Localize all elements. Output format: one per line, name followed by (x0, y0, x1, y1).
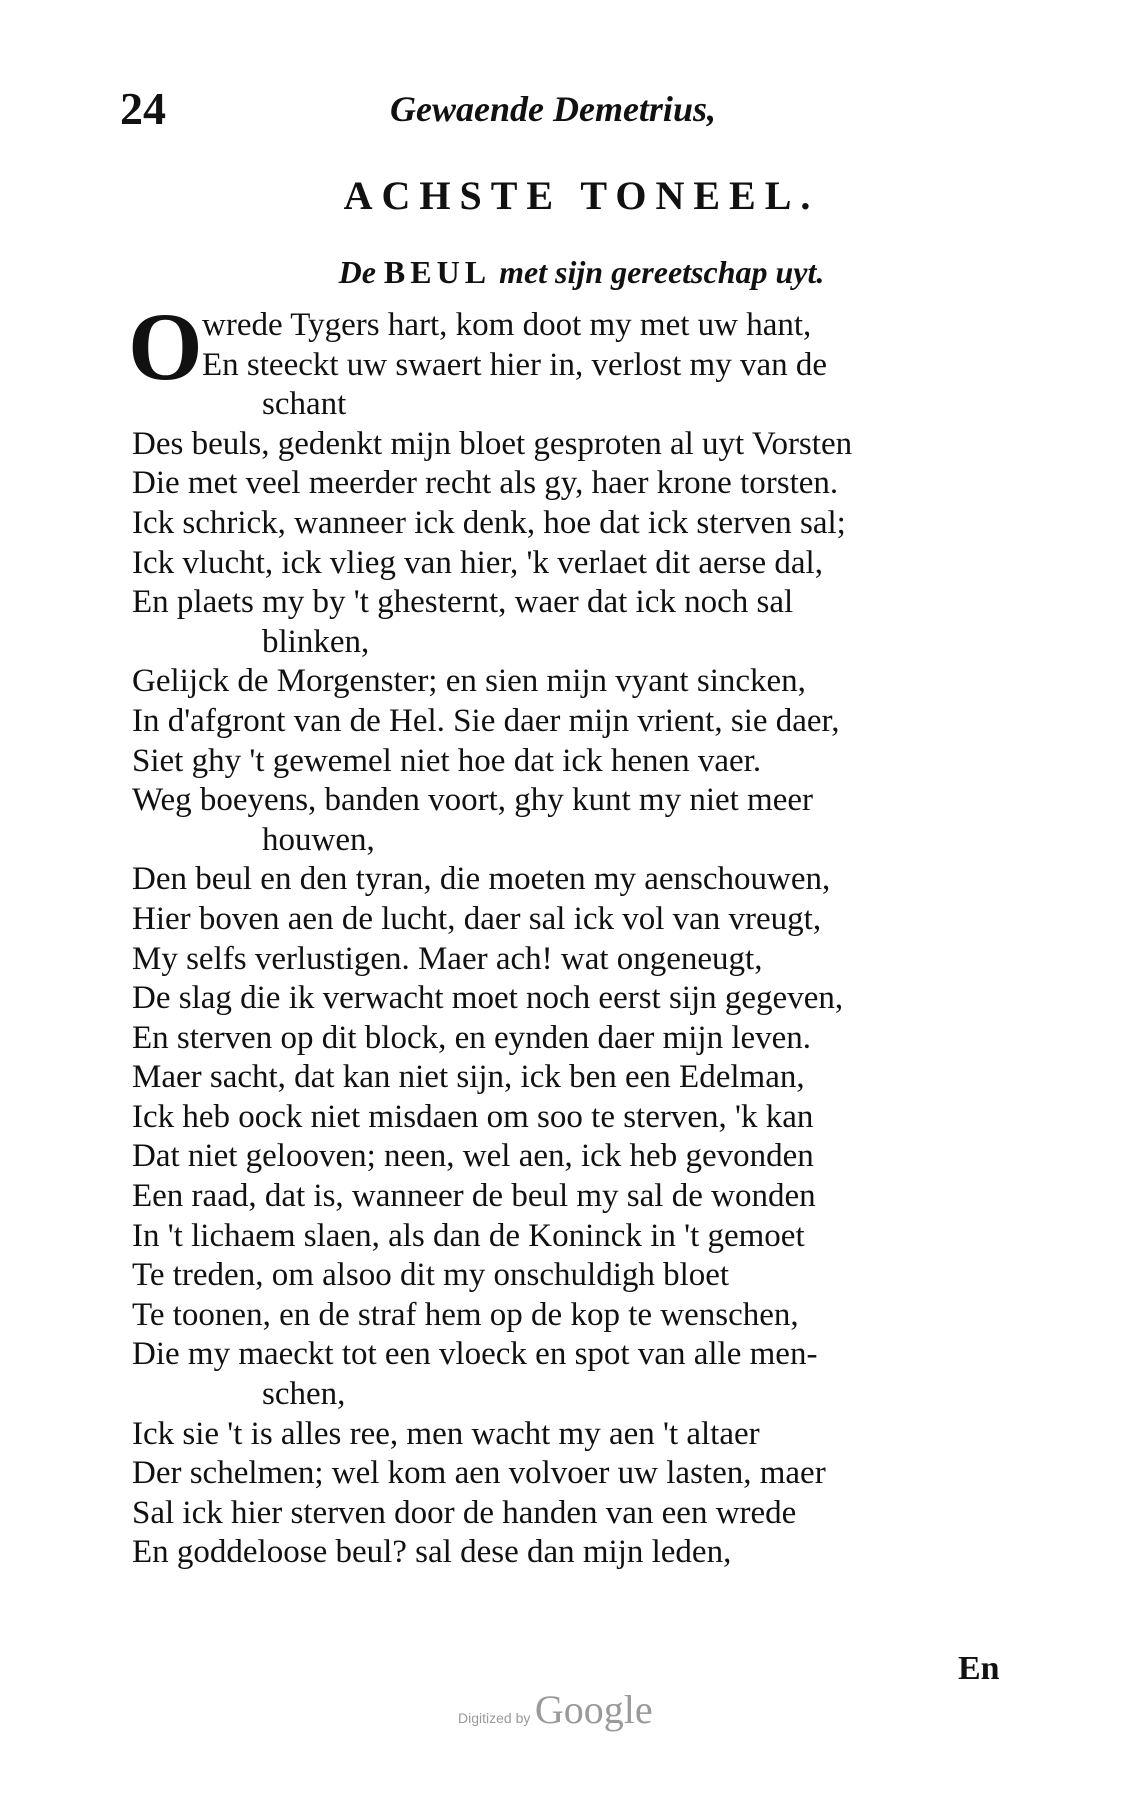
verse-line: Te toonen, en de straf hem op de kop te wenschen, (132, 1296, 799, 1333)
scene-title: ACHSTE TONEEL. (343, 173, 820, 218)
stage-direction-pre: De (338, 254, 376, 290)
verse-line: Ick schrick, wanneer ick denk, hoe dat ick sterven sal; (132, 504, 846, 541)
verse-line: En steeckt uw swaert hier in, verlost my van de (202, 346, 827, 383)
running-head (120, 82, 1020, 132)
verse-line: Die met veel meerder recht als gy, haer krone torsten. (132, 465, 839, 502)
verse-block (128, 293, 1032, 1573)
watermark-google-logo: Google (534, 1687, 653, 1732)
verse-line: Der schelmen; wel kom aen volvoer uw lasten, maer (132, 1455, 826, 1492)
verse-line-continuation: schant (262, 386, 347, 423)
verse-line: Gelijck de Morgenster; en sien mijn vyant sincken, (132, 663, 806, 700)
verse-line: Ick vlucht, ick vlieg van hier, 'k verlaet dit aerse dal, (132, 544, 823, 581)
verse-line: Een raad, dat is, wanneer de beul my sal de wonden (132, 1178, 816, 1215)
verse-line: Den beul en den tyran, die moeten my aenschouwen, (132, 861, 831, 898)
digitized-watermark (458, 1686, 653, 1733)
watermark-digitized-by: Digitized by (458, 1710, 531, 1726)
verse-line: Dat niet gelooven; neen, wel aen, ick heb gevonden (132, 1138, 814, 1175)
verse-line: Siet ghy 't gewemel niet hoe dat ick henen vaer. (132, 742, 762, 779)
verse-line: Ick heb oock niet misdaen om soo te sterven, 'k kan (132, 1098, 814, 1135)
verse-line-continuation: schen, (262, 1376, 346, 1413)
verse-line: In 't lichaem slaen, als dan de Koninck in 't gemoet (132, 1217, 805, 1254)
catchword: En (958, 1650, 1000, 1687)
verse-line-continuation: blinken, (262, 623, 370, 660)
verse-line: My selfs verlustigen. Maer ach! wat ongeneugt, (132, 940, 763, 977)
verse-line: Te treden, om alsoo dit my onschuldigh bloet (132, 1257, 730, 1294)
running-title: Gewaende Demetrius, (390, 89, 716, 129)
verse-line: Sal ick hier sterven door de handen van een wrede (132, 1494, 797, 1531)
verse-line: Hier boven aen de lucht, daer sal ick vol van vreugt, (132, 900, 822, 937)
verse-line-continuation: houwen, (262, 821, 375, 858)
page-number: 24 (120, 83, 166, 134)
verse-line: Des beuls, gedenkt mijn bloet gesproten al uyt Vorsten (132, 425, 853, 462)
stage-direction (0, 254, 1133, 291)
verse-line: De slag die ik verwacht moet noch eerst sijn gegeven, (132, 980, 844, 1017)
verse-line: wrede Tygers hart, kom doot my met uw hant, (202, 307, 812, 343)
verse-line: En sterven op dit block, en eynden daer mijn leven. (132, 1019, 812, 1056)
stage-direction-post: met sijn gereetschap uyt. (499, 254, 825, 290)
verse-line: Die my maeckt tot een vloeck en spot van alle men- (132, 1336, 818, 1373)
verse-line: Weg boeyens, banden voort, ghy kunt my niet meer (132, 782, 814, 819)
verse-line: En plaets my by 't ghesternt, waer dat ick noch sal (132, 584, 794, 621)
verse-line: En goddeloose beul? sal dese dan mijn leden, (132, 1534, 732, 1571)
verse-line: Ick sie 't is alles ree, men wacht my aen 't altaer (132, 1415, 760, 1452)
verse-line: In d'afgront van de Hel. Sie daer mijn vrient, sie daer, (132, 702, 840, 739)
drop-cap: O (128, 293, 203, 400)
verse-line: Maer sacht, dat kan niet sijn, ick ben een Edelman, (132, 1059, 805, 1096)
character-name: BEUL (383, 254, 492, 290)
